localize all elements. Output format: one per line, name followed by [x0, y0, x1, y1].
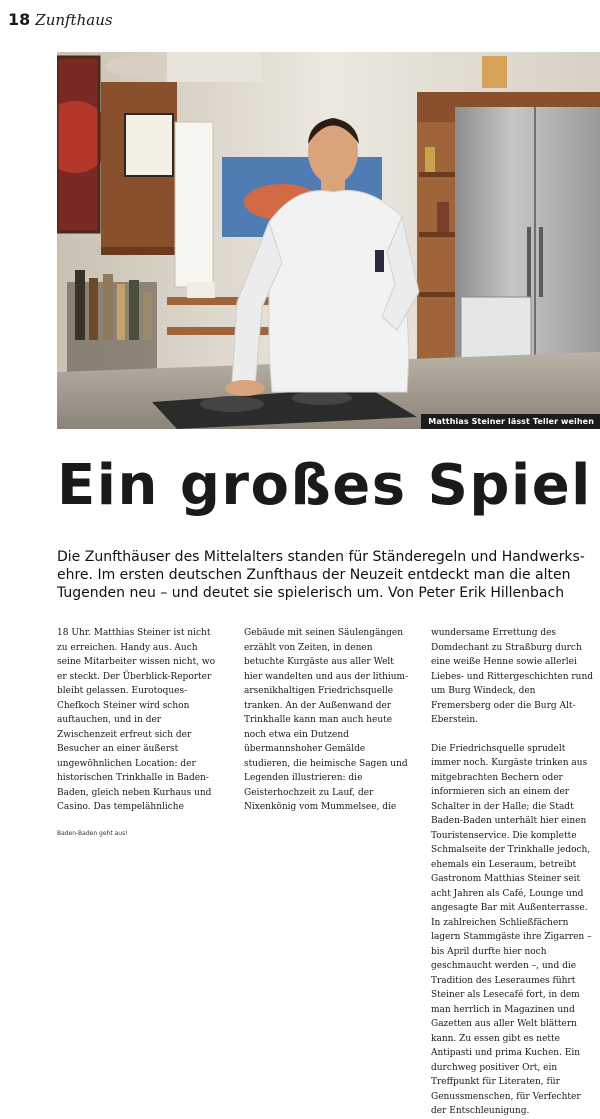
page-header	[8, 10, 113, 29]
article-paragraph: wundersame Errettung des Domdechant zu Straßburg durch eine weiße Henne sowie allerlei Liebes- und Rittergeschichten rund um Burg Windeck, den Fremersberg oder die Burg Alt-Eberstein.	[431, 628, 594, 725]
article-lead: Die Zunfthäuser des Mittelalters standen für Ständeregeln und Handwerks-ehre. Im ersten deutschen Zunfthaus der Neuzeit entdeckt man die alten Tugenden neu – und deutet sie spielerisch um. Von Peter Erik Hillenbach	[57, 549, 585, 601]
article-paragraph: Die Friedrichsquelle sprudelt immer noch. Kurgäste trinken aus mitgebrachten Bechern oder informieren sich an einem der Schalter in der Halle; die Stadt Baden-Baden unterhält hier einen Touristenservice. Die komplette Schmalseite der Trinkhalle jedoch, ehemals ein Leseraum, betreibt Gastronom Matthias Steiner seit acht Jahren als Café, Lounge und angesagte Bar mit Außenterrasse. In zahlreichen Schließfächern lagern Stammgäste ihre Zigarren – bis April durfte hier noch geschmaucht werden –, und die Tradition des Leseraumes führt Steiner als Lesecafé fort, in dem man herrlich in Magazinen und Gazetten aus aller Welt blättern kann. Zu essen gibt es nette Antipasti und prima Kuchen. Ein durchweg positiver Ort, ein Treffpunkt für Literaten, für Genussmenschen, für Verfechter der Entschleunigung.	[431, 743, 592, 1116]
article-column-1	[57, 626, 223, 1119]
kitchen-chef-illustration	[57, 52, 600, 429]
feature-photo	[57, 52, 600, 429]
section-title: Zunfthaus	[35, 11, 113, 29]
page-number: 18	[8, 10, 31, 29]
article-column-2	[244, 626, 410, 1119]
page-footer: Baden-Baden geht aus!	[57, 830, 128, 837]
photo-caption: Matthias Steiner lässt Teller weihen	[421, 414, 600, 429]
article-paragraph: Gebäude mit seinen Säulengängen erzählt von Zeiten, in denen betuchte Kurgäste aus aller Welt hier wandelten und aus der lithium-arsenikhaltigen Friedrichsquelle tranken. An der Außenwand der Trinkhalle kann man auch heute noch etwa ein Dutzend übermannshoher Gemälde studieren, die heimische Sagen und Legenden illustrieren: die Geisterhochzeit zu Lauf, der Nixenkönig vom Mummelsee, die	[244, 628, 409, 812]
article-paragraph: 18 Uhr. Matthias Steiner ist nicht zu erreichen. Handy aus. Auch seine Mitarbeiter wissen nicht, wo er steckt. Der Überblick-Reporter bleibt gelassen. Eurotoques-Chefkoch Steiner wird schon auftauchen, und in der Zwischenzeit erfreut sich der Besucher an einer äußerst ungewöhnlichen Location: der historischen Trinkhalle in Baden-Baden, gleich neben Kurhaus und Casino. Das tempelähnliche	[57, 628, 216, 812]
article-body	[57, 626, 597, 1119]
article-column-3	[431, 626, 597, 1119]
article-headline: Ein großes Spiel	[57, 453, 592, 518]
